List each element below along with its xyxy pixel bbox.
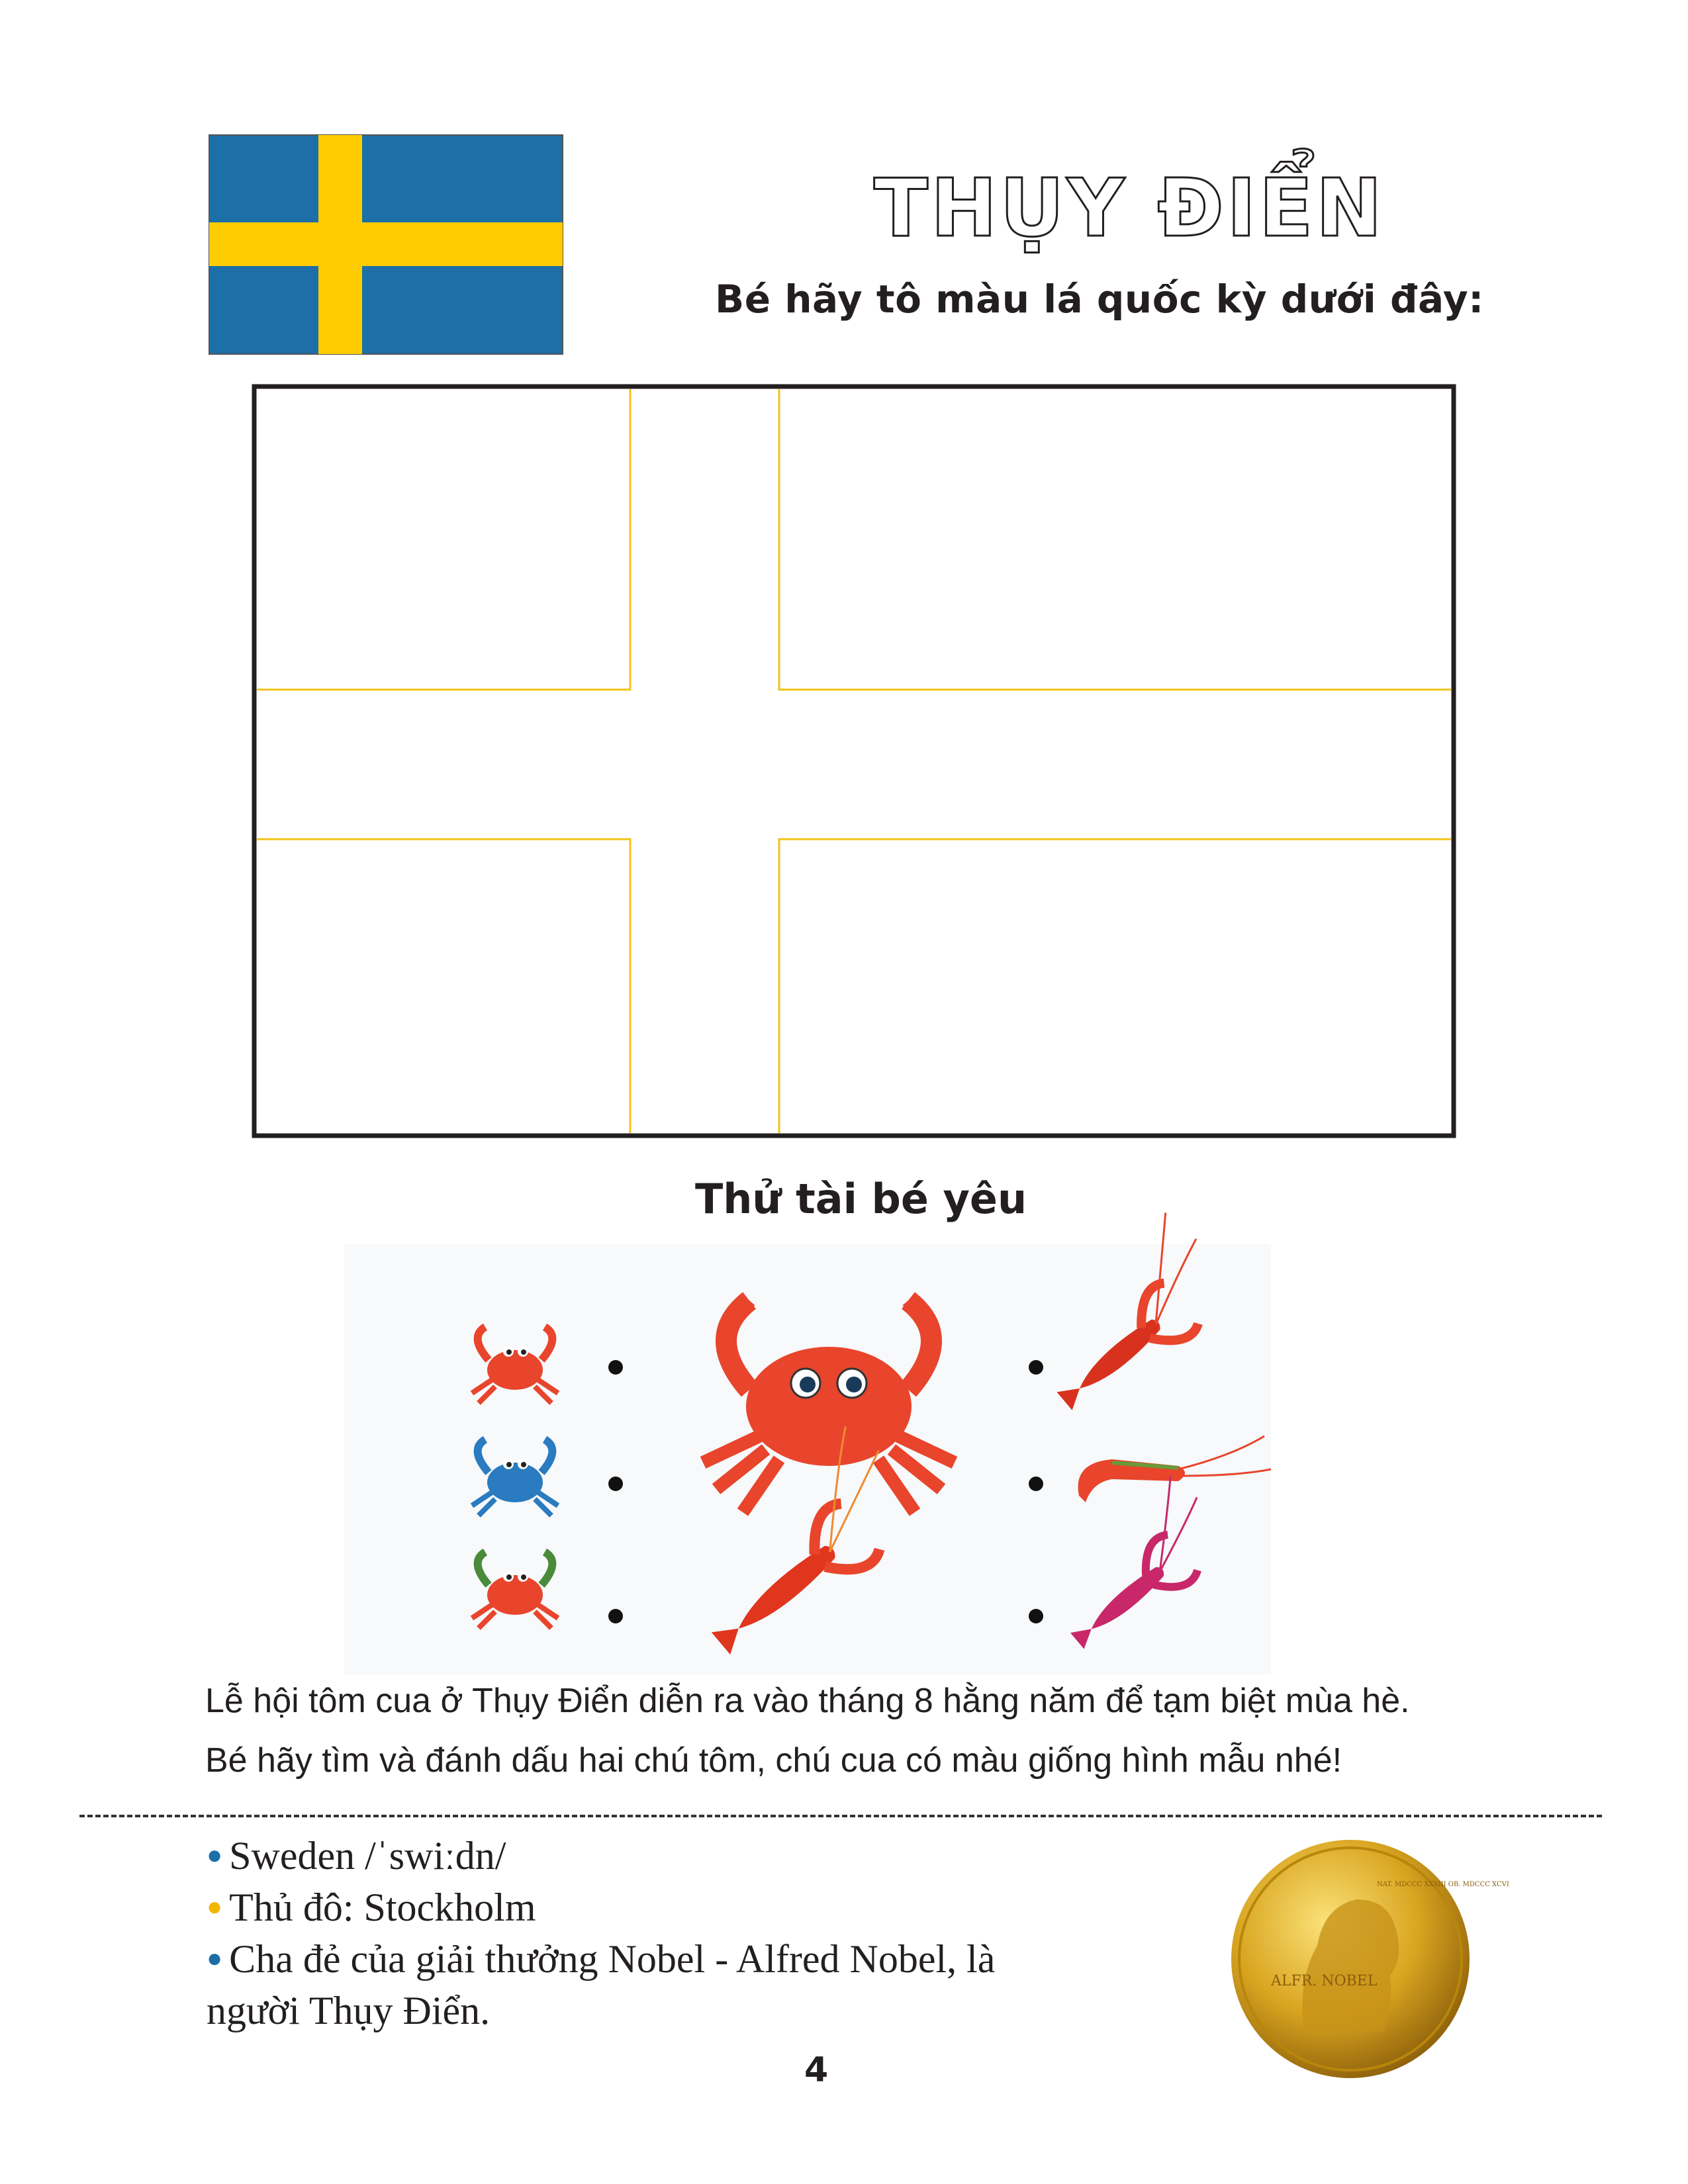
quiz-title: Thử tài bé yêu: [695, 1175, 1027, 1223]
fact-nobel-continued: người Thụy Điển.: [207, 1989, 491, 2032]
bullet-icon: ●: [207, 1891, 223, 1921]
flag-yellow-horizontal: [209, 222, 563, 266]
fact-capital-text: Thủ đô: Stockholm: [229, 1886, 536, 1929]
instruction-text: Bé hãy tô màu lá quốc kỳ dưới đây:: [715, 277, 1484, 322]
medal-inscription-left: ALFR. NOBEL: [1271, 1973, 1378, 1989]
nobel-medal-image: [1225, 1833, 1509, 2085]
page-title-text: THỤY ĐIỂN: [874, 163, 1385, 255]
match-dot[interactable]: [608, 1609, 623, 1623]
dashed-divider: [79, 1815, 1602, 1817]
fact-nobel: [207, 1936, 995, 1982]
page-number: 4: [804, 2050, 829, 2090]
task-text: Bé hãy tìm và đánh dấu hai chú tôm, chú cua có màu giống hình mẫu nhé!: [205, 1741, 1342, 1780]
match-dot[interactable]: [1029, 1477, 1043, 1491]
crab-shrimp-quiz-image: [344, 1244, 1271, 1674]
medal-inscription-right: NAT. MDCCC XXXIII OB. MDCCC XCVI: [1377, 1881, 1509, 1888]
fact-capital: [207, 1885, 536, 1931]
match-dot[interactable]: [1029, 1360, 1043, 1375]
match-dot[interactable]: [1029, 1609, 1043, 1623]
bullet-icon: ●: [207, 1840, 223, 1870]
flag-coloring-area[interactable]: [252, 384, 1456, 1138]
match-dot[interactable]: [608, 1360, 623, 1375]
match-dot[interactable]: [608, 1477, 623, 1491]
fact-sweden-text: Sweden /ˈswiːdn/: [229, 1834, 506, 1878]
festival-text: Lễ hội tôm cua ở Thụy Điển diễn ra vào tháng 8 hằng năm để tạm biệt mùa hè.: [205, 1682, 1410, 1720]
page-title: [874, 151, 1385, 257]
fact-nobel-text: Cha đẻ của giải thưởng Nobel - Alfred Nobel, là: [229, 1937, 996, 1981]
fact-sweden: [207, 1833, 506, 1879]
bullet-icon: ●: [207, 1943, 223, 1973]
flag-outline-border: [254, 387, 1454, 1136]
sweden-flag-image: [209, 135, 563, 354]
